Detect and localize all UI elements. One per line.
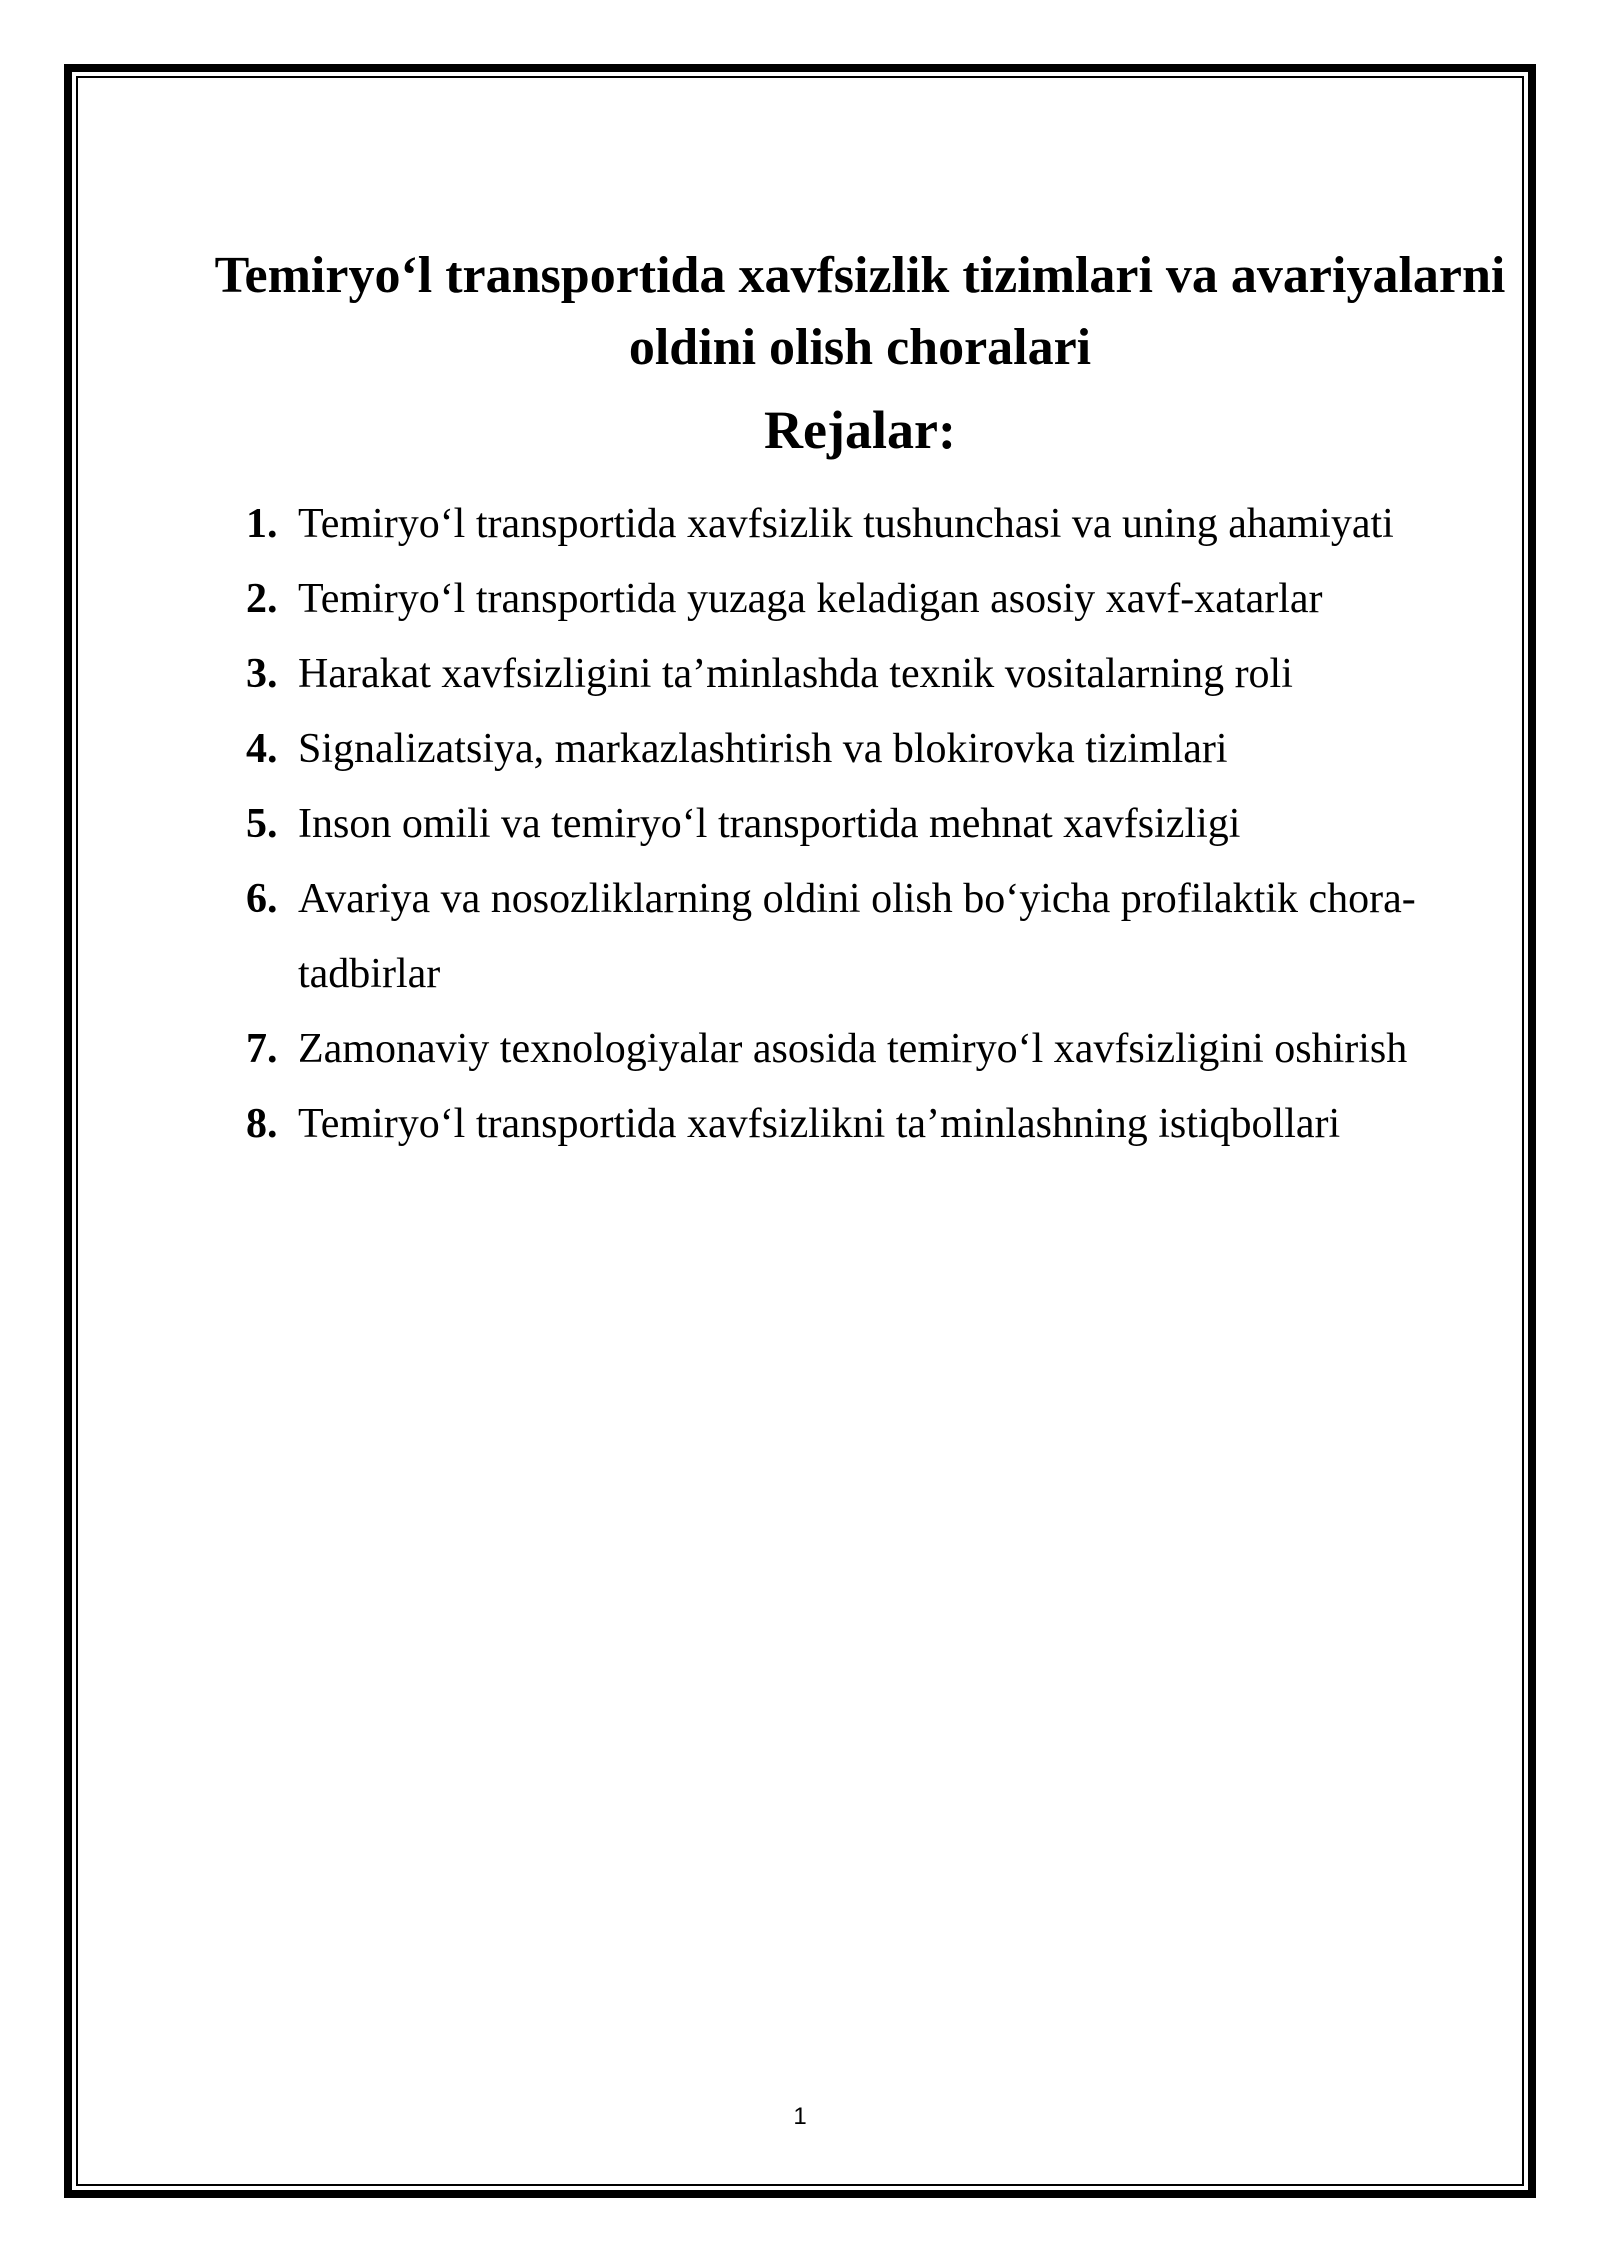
document-title: Temiryo‘l transportida xavfsizlik tizimlari va avariyalarni oldini olish choralari: [214, 247, 1506, 376]
plan-list: [246, 487, 1474, 1162]
plan-item-number: 7.: [246, 1026, 278, 1072]
plan-heading: Rejalar:: [764, 400, 956, 460]
plan-item-text: Temiryo‘l transportida yuzaga keladigan asosiy xavf-xatarlar: [298, 576, 1323, 622]
plan-item: [246, 637, 1474, 712]
plan-item-number: 1.: [246, 501, 278, 547]
plan-item-number: 4.: [246, 726, 278, 772]
plan-item: [246, 712, 1474, 787]
plan-item: [246, 787, 1474, 862]
plan-item-text: Temiryo‘l transportida xavfsizlikni ta’minlashning istiqbollari: [298, 1101, 1341, 1147]
plan-item-number: 8.: [246, 1101, 278, 1147]
plan-item-number: 2.: [246, 576, 278, 622]
plan-item-text: Signalizatsiya, markazlashtirish va blokirovka tizimlari: [298, 726, 1228, 772]
plan-item: [246, 1087, 1474, 1162]
plan-item: [246, 862, 1474, 1012]
plan-item-number: 5.: [246, 801, 278, 847]
plan-item: [246, 487, 1474, 562]
plan-item-text: Harakat xavfsizligini ta’minlashda texnik vositalarning roli: [298, 651, 1293, 697]
plan-item-text: Zamonaviy texnologiyalar asosida temiryo‘l xavfsizligini oshirish: [298, 1026, 1408, 1072]
plan-item: [246, 1012, 1474, 1087]
plan-item-number: 6.: [246, 876, 278, 922]
plan-item-text: Temiryo‘l transportida xavfsizlik tushunchasi va uning ahamiyati: [298, 501, 1394, 547]
plan-item-text: Inson omili va temiryo‘l transportida mehnat xavfsizligi: [298, 801, 1241, 847]
page-number: 1: [793, 2103, 807, 2130]
plan-item-text: Avariya va nosozliklarning oldini olish bo‘yicha profilaktik chora-tadbirlar: [298, 876, 1416, 997]
plan-item-number: 3.: [246, 651, 278, 697]
plan-item: [246, 562, 1474, 637]
